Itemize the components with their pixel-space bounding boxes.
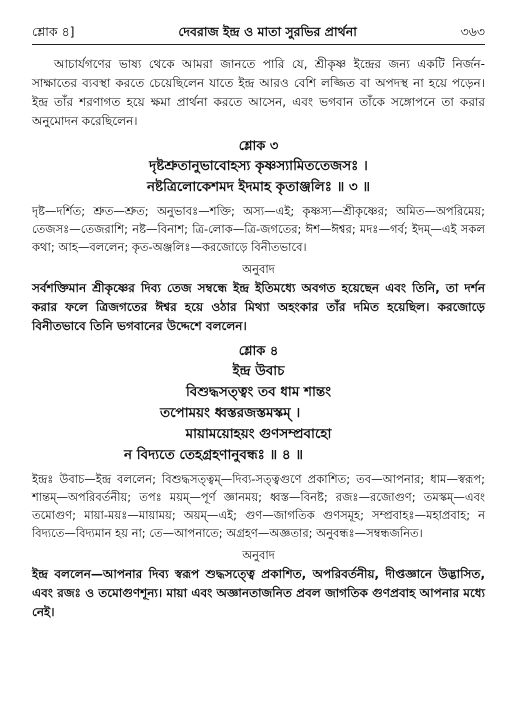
verse4-line-1: বিশুদ্ধসত্ত্বং তব ধাম শান্তং bbox=[185, 384, 332, 400]
verse4-speaker: ইন্দ্র উবাচ bbox=[232, 363, 285, 379]
page-number: ৩৬৩ bbox=[460, 24, 485, 39]
header-title: দেবরাজ ইন্দ্র ও মাতা সুরভির প্রার্থনা bbox=[178, 24, 357, 39]
verse3-line-2: নষ্টত্রিলোকেশমদ ইদমাহ কৃতাঞ্জলিঃ ॥ ৩ ॥ bbox=[146, 179, 371, 195]
verse4-translation: ইন্দ্র বললেন—আপনার দিব্য স্বরূপ শুদ্ধসত্ত্বে প্রকাশিত, অপরিবর্তনীয়, দীপ্তজ্ঞানে উদ্ভাসিত, এবং রজঃ ও তমোগুণশূন্য। মায়া এবং অজ্ঞানতাজনিত প্রবল জাগতিক গুণপ্রবাহ আপনার মধ্যে নেই। bbox=[32, 567, 485, 619]
verse3-line-1: দৃষ্টশ্রুতানুভাবোহস্য কৃষ্ণস্যামিততেজসঃ । bbox=[149, 158, 368, 174]
verse3-synonyms: দৃষ্ট—দর্শিত; শ্রুত—শ্রুত; অনুভাবঃ—শক্তি; অস্য—এই; কৃষ্ণস্য—শ্রীকৃষ্ণের; অমিত—অপরিমেয়; তেজসঃ—তেজরাশি; নষ্ট—বিনাশ; ত্রি-লোক—ত্রি-জগতের; ঈশ—ঈশ্বর; মদঃ—গর্ব; ইদম্—এই সকল কথা; আহ—বললেন; কৃত-অঞ্জলিঃ—করজোড়ে বিনীতভাবে। bbox=[32, 204, 485, 254]
verse4-line-4: ন বিদ্যতে তেহগ্রহণানুবন্ধঃ ॥ ৪ ॥ bbox=[124, 447, 303, 463]
verse4-line-2: তপোময়ং ধ্বস্তরজস্তমস্কম্ । bbox=[160, 405, 301, 421]
verse4-line-3: মায়াময়োহয়ং গুণসম্প্রবাহো bbox=[185, 426, 332, 442]
verse4-heading: শ্লোক ৪ bbox=[238, 344, 279, 359]
header-verse-ref: শ্লোক ৪] bbox=[32, 24, 75, 39]
verse4-synonyms: ইন্দ্রঃ উবাচ—ইন্দ্র বললেন; বিশুদ্ধসত্ত্বম্—দিব্য-সত্ত্বগুণে প্রকাশিত; তব—আপনার; ধাম—স্বরূপ; শান্তম্—অপরিবর্তনীয়; তপঃ ময়ম্—পূর্ণ জ্ঞানময়; ধ্বস্ত—বিনষ্ট; রজঃ—রজোগুণ; তমস্কম্—এবং তমোগুণ; মায়া-ময়ঃ—মায়াময়; অয়ম্—এই; গুণ—জাগতিক গুণসমূহ; সম্প্রবাহঃ—মহাপ্রবাহ; ন বিদ্যতে—বিদ্যমান হয় না; তে—আপনাতে; অগ্রহণ—অজ্ঞতার; অনুবন্ধঃ—সম্বন্ধজনিত। bbox=[32, 472, 485, 540]
verse3-translation-label: অনুবাদ bbox=[242, 262, 275, 276]
intro-paragraph: আচার্যগণের ভাষ্য থেকে আমরা জানতে পারি যে, শ্রীকৃষ্ণ ইন্দ্রের জন্য একটি নির্জন-সাক্ষাতের ব্যবস্থা করতে চেয়েছিলেন যাতে ইন্দ্র আরও বেশি লজ্জিত বা অপদস্থ না হয়ে পড়েন। ইন্দ্র তাঁর শরণাগত হয়ে ক্ষমা প্রার্থনা করতে আসেন, এবং ভগবান তাঁকে সঙ্গোপনে তা করার অনুমোদন করেছিলেন। bbox=[32, 57, 485, 128]
verse4-translation-label: অনুবাদ bbox=[242, 548, 275, 562]
verse3-translation: সর্বশক্তিমান শ্রীকৃষ্ণের দিব্য তেজ সম্বন্ধে ইন্দ্র ইতিমধ্যে অবগত হয়েছেন এবং তিনি, তা দর্শন করার ফলে ত্রিজগতের ঈশ্বর হয়ে ওঠার মিথ্যা অহংকার তাঁর দমিত হয়েছিল। করজোড়ে বিনীতভাবে তিনি ভগবানের উদ্দেশে বললেন। bbox=[32, 281, 485, 333]
running-header bbox=[32, 22, 485, 45]
verse3-heading: শ্লোক ৩ bbox=[238, 139, 279, 154]
